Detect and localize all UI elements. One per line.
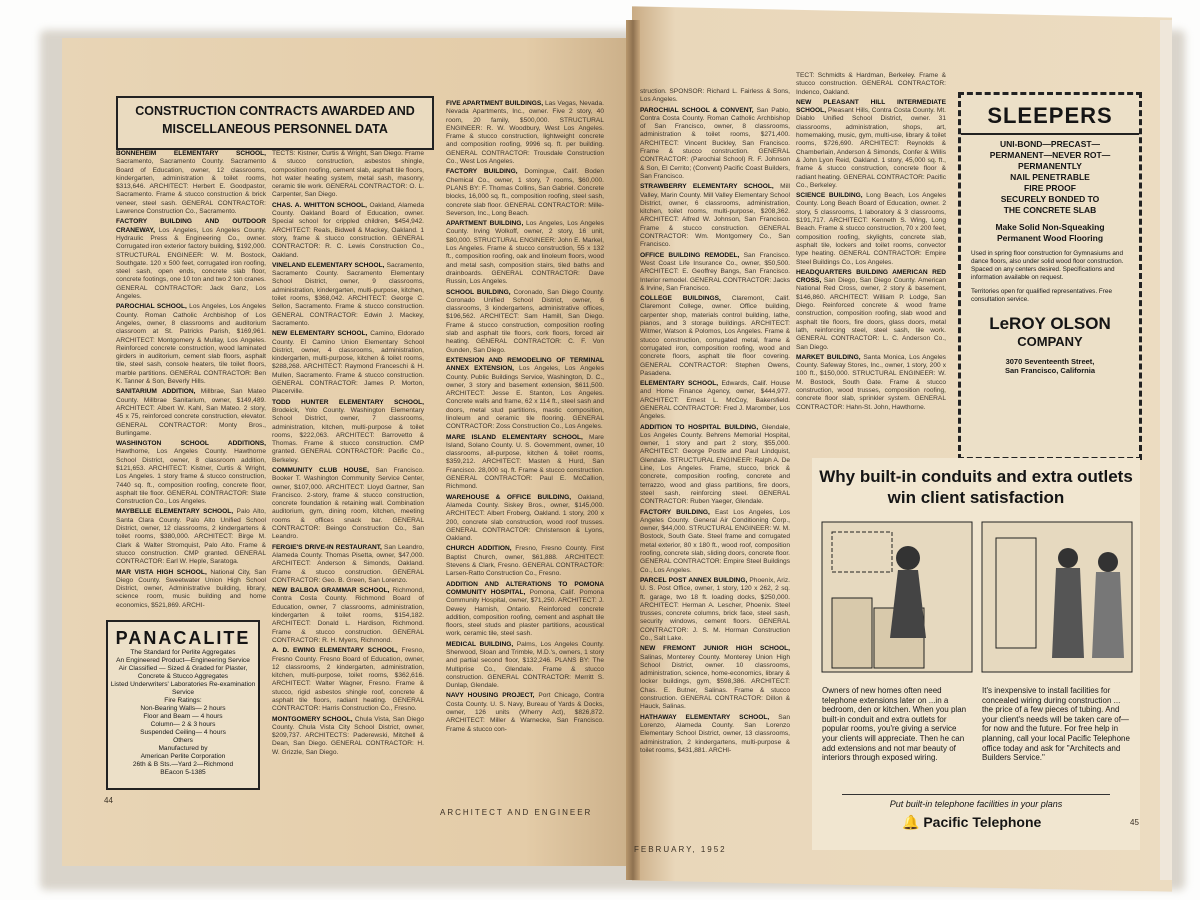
entry-body: Hawthorne, Los Angeles County. Hawthorne School District, owner, 8 classroom addition, $121,653. ARCHITECT: Kistner, Curtis & Wright, Los Angeles. 1 story frame & stucco construction, 7440 sq. ft., composition roofing, concrete floor, asphalt tile floor. GENERAL CONTRACTOR: Slate Construction Co., Los Angeles.: [116, 448, 266, 506]
panacalite-logo: PANACALITE: [115, 628, 251, 648]
contract-entry: [640, 577, 790, 643]
ad-line: FIRE PROOF: [1024, 183, 1076, 193]
entry-body: Port Chicago, Contra Costa County. U. S. Navy, Bureau of Yards & Docks, owner, 126 units (Wherry Act), $826,872. ARCHITECT: Miller & Warnecke, San Francisco. Frame & stucco con-: [446, 692, 604, 733]
entry-title: STRAWBERRY ELEMENTARY SCHOOL,: [640, 183, 774, 191]
contract-entry: [272, 202, 424, 260]
entry-body: Domingue, Calif. Boden Chemical Co., owner, 1 story, 7 rooms, $60,000. PLANS BY: F. Thomas Collins, San Gabriel. Concrete blocks, 16,000 sq. ft., composition roofing, steel sash, concrete slab floor. GENERAL CONTRACTOR: Mille-Severson, Inc., Long Beach.: [446, 168, 604, 217]
contract-entry: [640, 88, 790, 105]
ad-line: The Standard for Perlite Aggregates: [130, 649, 236, 656]
contract-entry: [640, 183, 790, 249]
contract-entry: [446, 434, 604, 492]
entry-body: San Diego, San Diego County. American National Red Cross, owner, 2 story & basement, $146,860. ARCHITECT: William P. Lodge, San Diego. Reinforced concrete & wood frame construction, composition roofing, slab wood and asphalt tile floors, fire doors, glass doors, metal lath, reinforcing steel, steel sash, tile work. GENERAL CONTRACTOR: L. C. Anderson Co., San Diego.: [796, 277, 946, 351]
entry-title: MEDICAL BUILDING,: [446, 640, 514, 648]
contract-entry: [446, 168, 604, 218]
contract-entry: [640, 380, 790, 421]
sleepers-address-1: 3070 Seventeenth Street,: [1005, 357, 1095, 366]
sleepers-ad: [958, 92, 1142, 460]
entry-body: Long Beach, Los Angeles County. Long Beach Board of Education, owner. 2 story, 5 classrooms, 1 laboratory & 3 classrooms, $191,717. ARCHITECT: Kenneth S. Wing, Long Beach. Frame & stucco construction, 70 x 200 feet, composition roofing, skylights, concrete slab, asphalt tile, lockers and toilet rooms, convector type heating. GENERAL CONTRACTOR: Empire Steel Buildings Co., Los Angeles.: [796, 192, 946, 266]
entry-title: NEW BALBOA GRAMMAR SCHOOL,: [272, 587, 390, 595]
entry-body: San Francisco. Booker T. Washington Community Service Center, owner, $107,000. ARCHITECT: Lloyd Gartner, San Francisco. 2-story, frame & stucco construction, concrete foundation & retaining wall. Combination auditorium, gym, dining room, kitchen, meeting rooms & offices snack bar. GENERAL CONTRACTOR: Beingo Construction Co., San Leandro.: [272, 466, 424, 541]
contract-entry: [640, 509, 790, 575]
entry-body: Sacramento, Sacramento County. Sacramento Elementary School District, owner, 9 classrooms, administration, kindergarten, multi-purpose, kitchen, toilet rooms, $368,042. ARCHITECT: George C. Sellon, Sacramento. Frame & stucco construction. GENERAL CONTRACTOR: Edwin J. Mackey, Sacramento.: [272, 261, 424, 327]
right-column-2: [796, 72, 946, 452]
entry-body: Pleasant Hills, Contra Costa County. Mt. Diablo Unified School District, owner. 31 classrooms, administration, shops, art, homemaking, music, gym, multi-use, library & toilet rooms, $726,690. ARCHITECT: Reynolds & Chamberlain, Anderson & Simonds, Confer & Willis & John Lyon Reid, Oakland. 1 story, 45,000 sq. ft., frame & stucco construction, concrete floor & radiant heating. GENERAL CONTRACTOR: Pacific Co., Berkeley.: [796, 107, 946, 189]
contract-entry: [446, 289, 604, 355]
entry-title: COLLEGE BUILDINGS,: [640, 295, 721, 303]
ad-line: PERMANENT—NEVER ROT—: [989, 150, 1111, 160]
ad-line: Others: [173, 737, 193, 744]
contract-entry: [272, 330, 424, 396]
ad-line: SECURELY BONDED TO: [1000, 194, 1100, 204]
entry-title: FACTORY BUILDING,: [446, 168, 518, 176]
left-column-1: [116, 150, 266, 615]
contract-entry: [272, 587, 424, 645]
entry-body: Los Angeles, Los Angeles County. Irving Wolkoff, owner, 2 story, 16 unit, $80,000. STRUCTURAL ENGINEER: John E. Markel, Los Angeles. Frame & stucco construction, 55 x 132 ft., composition roofing, oak and linoleum floors, wood and metal sash, composition stairs, tiled baths and drainboards. GENERAL CONTRACTOR: Dave Russin, Los Angeles.: [446, 220, 604, 286]
left-column-3: [446, 100, 604, 802]
entry-body: Las Vegas, Nevada. Nevada Apartments, Inc., owner. Five 2 story, 40 room, 20 family, $500,000. STRUCTURAL ENGINEER: R. W. Woodbury, West Los Angeles. Frame & stucco construction, lightweight concrete and composition roofing, 9996 sq. ft. per building. GENERAL CONTRACTOR: Trousdale Construction Co., West Los Angeles.: [446, 100, 604, 166]
ad-tagline: Put built-in telephone facilities in your plans: [842, 794, 1110, 809]
entry-title: FACTORY BUILDING AND OUTDOOR CRANEWAY,: [116, 218, 266, 234]
entry-body: San Pablo, Contra Costa County. Roman Catholic Archbishop of San Francisco, owner, 8 classrooms, administration & toilet rooms, $271,400. ARCHITECT: Vincent Buckley, San Francisco. Frame & stucco construction. GENERAL CONTRACTOR: (Parochial School) R. F. Johnson & Son, El Cerrito; (Convent) Pacific Coast Builders, San Francisco.: [640, 106, 790, 180]
contract-entry: [116, 303, 266, 386]
entry-title: ADDITION AND ALTERATIONS TO POMONA COMMUNITY HOSPITAL,: [446, 580, 604, 596]
entry-body: Pomona, Calif. Pomona Community Hospital, owner, $71,250. ARCHITECT: J. Dewey Harnish, Ontario. Reinforced concrete addition, composition roofing, cement and asphalt tile floors, steel studs and plaster partitions, acoustical work, ceramic tile, steel sash.: [446, 588, 604, 638]
left-page-number: 44: [104, 796, 113, 805]
entry-body: Claremont, Calif. Claremont College, owner. Office building, carpenter shop, materials control building, lathe, pianos, and 3 storage buildings. ARCHITECT: Witmer, Watson & Polomos, Los Angeles. Frame & stucco construction, corrugated metal, frame & corrugated iron, composition roofing, wood and concrete floors, asphalt tile floor covering. GENERAL CONTRACTOR: Stephen Owens, Pasadena.: [640, 295, 790, 377]
contract-entry: [446, 220, 604, 286]
ad-line: 26th & B Sts.—Yard 2—Richmond: [132, 761, 234, 768]
ad-text-right: It's inexpensive to install facilities for concealed wiring during construction ... the price of a few pieces of tubing. And your client's needs will be taken care of—for now and the future. For free help in planning, call your local Pacific Telephone office today and ask for "Architects and Builders Service.": [982, 686, 1130, 763]
entry-title: ELEMENTARY SCHOOL,: [640, 380, 719, 388]
entry-title: COMMUNITY CLUB HOUSE,: [272, 466, 369, 474]
entry-body: Fresno, Fresno County. Fresno Board of Education, owner, 12 classrooms, 2 kindergarten, administration, kitchen, multi-purpose, toilet rooms, $362,616. ARCHITECT: Walter Wagner, Fresno. Frame & stucco, rigid asbestos shingle roof, concrete & asphalt tile floors, radiant heating. GENERAL CONTRACTOR: Harris Construction Co., Fresno.: [272, 647, 424, 713]
contract-entry: [446, 692, 604, 733]
ad-text-left: Owners of new homes often need telephone extensions later on ...in a bedroom, den or kitchen. When you plan built-in conduit and extra outlets for popular rooms, you're giving a service your clients will appreciate. Then he can add extensions and not mar beauty of interiors through exposed wiring.: [822, 686, 967, 763]
entry-body: National City, San Diego County. Sweetwater Union High School District, owner, Administrative building, library, science room, music building and home economics, $521,869. ARCHI-: [116, 568, 266, 609]
pacific-telephone-label: Pacific Telephone: [923, 814, 1042, 830]
entry-body: Los Angeles, Los Angeles County. Roman Catholic Archbishop of Los Angeles, owner, 8 classrooms and auditorium classroom at St. Patricks Parish, $169,961. ARCHITECT: Montgomery & Mullay, Los Angeles. Reinforced concrete construction, wood laminated girders in auditorium, cement slab floors, asphalt tile, steel sash, console heaters, tile toilet floors, marble partitions. GENERAL CONTRACTOR: Ben K. Tanner & Son, Beverly Hills.: [116, 303, 266, 386]
entry-body: Palo Alto, Santa Clara County. Palo Alto Unified School District, owner, 12 classrooms, 2 kindergartens & toilet rooms, $380,000. ARCHITECT: Birge M. Clark & Walter Stromquist, Palo Alto. Frame & stucco construction. CMP granted. GENERAL CONTRACTOR: Earl W. Heple, Saratoga.: [116, 508, 266, 566]
entry-title: MONTGOMERY SCHOOL,: [272, 715, 353, 723]
contract-entry: [640, 295, 790, 378]
contract-entry: [116, 218, 266, 301]
entry-body: Sacramento, Sacramento County. Sacramento Board of Education, owner, 12 classrooms, kindergarten, administration & toilet rooms, $313,646. ARCHITECT: Herbert E. Goodpastor, Sacramento. Frame & stucco construction & brick veneer, steel sash. GENERAL CONTRACTOR: Lawrence Construction Co., Sacramento.: [116, 158, 266, 216]
entry-title: PAROCHIAL SCHOOL & CONVENT,: [640, 106, 754, 114]
contract-entry: [796, 99, 946, 190]
contract-entry: [272, 467, 424, 542]
entry-title: FIVE APARTMENT BUILDINGS,: [446, 100, 544, 107]
entry-title: NEW FREMONT JUNIOR HIGH SCHOOL,: [640, 645, 790, 653]
entry-title: ADDITION TO HOSPITAL BUILDING,: [640, 423, 759, 431]
contract-entry: [446, 100, 604, 166]
ad-line: Listed Underwriters' Laboratories Re-examination Service: [110, 681, 256, 696]
contract-entry: [272, 647, 424, 713]
entry-body: Los Angeles, Los Angeles County. Public Buildings Service, Washington, D. C., owner, 3 story and basement extension, $611,500. ARCHITECT: Jesse E. Stanton, Los Angeles. Concrete walls and frame, 62 x 114 ft., steel sash and doors, metal stud partitions, mastic composition, linoleum and ceramic tile flooring. GENERAL CONTRACTOR: Zoss Construction Co., Los Angeles.: [446, 365, 604, 431]
contract-entry: [116, 150, 266, 216]
entry-title: TODD HUNTER ELEMENTARY SCHOOL,: [272, 398, 424, 406]
spine-fold: [626, 20, 640, 880]
contract-entry: [640, 645, 790, 711]
entry-title: SCIENCE BUILDING,: [796, 192, 863, 200]
entry-body: TECTS: Kistner, Curtis & Wright, San Diego. Frame & stucco construction, asbestos shingle, composition roofing, cement slab, asphalt tile floors, hot water heating system, metal sash, masonry, ceramic tile work. GENERAL CONTRACTOR: O. L. Carpenter, San Diego.: [272, 150, 424, 199]
contract-entry: [796, 269, 946, 352]
entry-body: East Los Angeles, Los Angeles County. General Air Conditioning Corp., owner, $44,000. STRUCTURAL ENGINEER: W. M. Bostock, South Gate. Steel frame and corrugated metal exterior, 80 x 180 ft., wood roof, composition roofing, concrete slab, sliding doors, concrete floor. GENERAL CONTRACTOR: Empire Steel Buildings Co., Los Angeles.: [640, 508, 790, 574]
contract-entry: [446, 357, 604, 432]
entry-title: FACTORY BUILDING,: [640, 508, 710, 516]
entry-body: Mill Valley, Marin County. Mill Valley Elementary School District, owner, 6 classrooms, administration, kitchen, toilet rooms, multi-purpose, $208,362. ARCHITECT: Alfred W. Johnson, San Francisco. Frame & stucco construction. GENERAL CONTRACTOR: Wm. Montgomery Co., San Francisco.: [640, 183, 790, 249]
entry-title: BONNEHEIM ELEMENTARY SCHOOL,: [116, 150, 266, 157]
entry-title: NEW ELEMENTARY SCHOOL,: [272, 330, 368, 338]
entry-body: Mare Island, Solano County. U. S. Government, owner, 10 classrooms, all-purpose, kitchen & toilet rooms, $359,212. ARCHITECT: Masten & Hurd, San Francisco. 28,000 sq. ft. Frame & stucco construction. GENERAL CONTRACTOR: Paul E. McCallion, Richmond.: [446, 433, 604, 491]
ad-line: THE CONCRETE SLAB: [1003, 205, 1097, 215]
entry-body: Edwards, Calif. House and Home Finance Agency, owner, $444,977. ARCHITECT: Ernest L. McCoy, Bakersfield. GENERAL CONTRACTOR: Fred J. Maromber, Los Angeles.: [640, 380, 790, 421]
sleepers-title: SLEEPERS: [961, 103, 1139, 135]
entry-body: Chula Vista, San Diego County. Chula Vista City School District, owner, $209,737. ARCHITECTS: Paderewski, Mitchell & Dean, San Diego. GENERAL CONTRACTOR: H. W. Grizzle, San Diego.: [272, 715, 424, 756]
contract-entry: [796, 72, 946, 97]
sleepers-territories: Territories open for qualified representatives. Free consultation service.: [971, 288, 1113, 303]
contract-entry: [116, 508, 266, 566]
contract-entry: [640, 107, 790, 182]
entry-title: MARE ISLAND ELEMENTARY SCHOOL,: [446, 433, 583, 441]
entry-title: A. D. EWING ELEMENTARY SCHOOL,: [272, 647, 398, 655]
entry-title: MARKET BUILDING,: [796, 353, 861, 361]
ad-line: BEacon 5-1385: [160, 769, 206, 776]
entry-body: TECT: Schmidts & Hardman, Berkeley. Frame & stucco construction. GENERAL CONTRACTOR: Indenco, Oakland.: [796, 72, 946, 96]
entry-title: WASHINGTON SCHOOL ADDITIONS,: [116, 440, 266, 448]
entry-body: Camino, Eldorado County. El Camino Union Elementary School District, owner, 4 classrooms, administration, kindergarten, multi-purpose, kitchen & toilet rooms, $288,268. ARCHITECT: Raymond Franceschi & H. Mullen, Sacramento. Frame & stucco construction. GENERAL CONTRACTOR: James P. Morton, Placerville.: [272, 330, 424, 396]
panacalite-lines: [108, 649, 258, 777]
ad-line: American Perlite Corporation: [140, 753, 226, 760]
contract-entry: [446, 494, 604, 544]
sleepers-lines: [961, 139, 1139, 216]
ad-line: Floor and Beam — 4 hours: [143, 713, 223, 720]
entry-body: Oakland, Alameda County. Oakland Board of Education, owner. Special school for crippled children, $454,942. ARCHITECT: Reals, Bidwell & Mackey, Oakland. 1 story, frame & stucco construction. GENERAL CONTRACTOR: R. C. Lewis Construction Co., Oakland.: [272, 201, 424, 259]
entry-body: Millbrae, San Mateo County. Millbrae Sanitarium, owner, $149,489. ARCHITECT: Albert W. Kahl, San Mateo. 2 story, 45 x 75, reinforced concrete construction, elevator. GENERAL CONTRACTOR: Monty Bros., Burlingame.: [116, 388, 266, 437]
sleepers-company: LeROY OLSON: [989, 314, 1111, 333]
panacalite-ad: [106, 620, 260, 790]
bell-icon: 🔔: [902, 814, 920, 830]
right-column-1: [640, 88, 790, 840]
left-column-2: [272, 150, 424, 790]
ad-headline: Why built-in conduits and extra outlets win client satisfaction: [819, 467, 1133, 507]
ad-line: Air Classified — Sized & Graded for Plaster, Concrete & Stucco Aggregates: [118, 665, 248, 680]
right-page-number: 45: [1130, 818, 1139, 827]
contract-entry: [272, 262, 424, 328]
entry-body: San Leandro, Alameda County. Thomas Pisetta, owner, $47,000. ARCHITECT: Anderson & Simonds, Oakland. Frame & stucco construction. GENERAL CONTRACTOR: Geo. B. Green, San Lorenzo.: [272, 543, 424, 584]
sleepers-subtitle: [961, 222, 1139, 244]
ad-line: Manufactured by: [158, 745, 208, 752]
contract-entry: [640, 424, 790, 507]
contract-entry: [116, 388, 266, 438]
entry-title: NEW PLEASANT HILL INTERMEDIATE SCHOOL,: [796, 98, 946, 115]
contract-entry: [272, 399, 424, 465]
entry-title: FERGIE'S DRIVE-IN RESTAURANT,: [272, 543, 382, 551]
left-footer: ARCHITECT AND ENGINEER: [440, 808, 593, 817]
entry-body: Santa Monica, Los Angeles County. Safeway Stores, Inc., owner, 1 story, 200 x 100 ft., $150,000. STRUCTURAL ENGINEER: W. M. Bostock, South Gate. Frame & stucco construction, wood trusses, composition roofing, concrete floor slab, sprinkler system. GENERAL CONTRACTOR: Hahn-St. John, Hawthorne.: [796, 353, 946, 411]
ad-line: An Engineered Product—Engineering Service: [116, 657, 250, 664]
contract-entry: [446, 545, 604, 578]
contract-entry: [272, 544, 424, 585]
entry-body: Coronado, San Diego County. Coronado Unified School District, owner, 6 classrooms, 3 kindergartens, administrative offices, $196,562. ARCHITECT: Sam Hamill, San Diego. Frame & stucco construction, composition roofing slab and asphalt tile floors, cork floors, forced air heating. GENERAL CONTRACTOR: C. F. Von Gunden, San Diego.: [446, 288, 604, 354]
ad-line: Permanent Wood Flooring: [996, 233, 1104, 243]
entry-title: HEADQUARTERS BUILDING AMERICAN RED CROSS,: [796, 268, 946, 285]
entry-title: SANITARIUM ADDITION,: [116, 388, 196, 396]
kitchen-illustration: [818, 518, 1136, 678]
contract-entry: [116, 569, 266, 610]
entry-body: San Francisco. West Coast Life Insurance Co., owner, $50,500. ARCHITECT: E. Geoffrey Bangs, San Francisco. Interior remodel. GENERAL CONTRACTOR: Jacks & Irvine, San Francisco.: [640, 251, 790, 292]
contract-entry: [796, 354, 946, 412]
entry-body: Salinas, Monterey County. Monterey Union High School District, owner. 10 classrooms, administration, science, home-economics, library & locker buildings, gym, $598,386. ARCHITECT: Chas. E. Butner, Salinas. Frame & stucco construction. GENERAL CONTRACTOR: Dillon & Hauck, Salinas.: [640, 653, 790, 711]
cover-edge: [1160, 20, 1172, 880]
entry-body: Richmond, Contra Costa County. Richmond Board of Education, owner, 7 classrooms, administration, kindergarten & toilet rooms, $154,182. ARCHITECT: Donald L. Hardison, Richmond. Frame & stucco construction. GENERAL CONTRACTOR: R. H. Myers, Richmond.: [272, 587, 424, 644]
ad-line: Column— 2 & 3 hours: [150, 721, 216, 728]
contract-entry: [116, 440, 266, 506]
entry-body: Oakland, Alameda County. Siskey Bros., owner, $145,000. ARCHITECT: Albert Froberg, Oakland. 1 story, 200 x 200, concrete slab construction, wood roof trusses. GENERAL CONTRACTOR: Christenson & Lyons, Oakland.: [446, 493, 604, 543]
entry-body: Palms, Los Angeles County. Sherwood, Sloan and Trimble, M.D.'s, owners, 1 story and partial second floor, $132,246. PLANS BY: The Multiprise Co., Glendale. Frame & stucco construction. GENERAL CONTRACTOR: Merritt S. Dunlap, Glendale.: [446, 640, 604, 690]
ad-line: NAIL PENETRABLE: [1010, 172, 1090, 182]
entry-body: Brodeick, Yolo County. Washington Elementary School District, owner, 7 classrooms, administration, kitchen, multi-purpose & toilet rooms, $222,063. ARCHITECT: Barrovetto & Thomas. Frame & stucco construction. CMP granted. GENERAL CONTRACTOR: Pacific Co., Berkeley.: [272, 406, 424, 464]
sleepers-address-2: San Francisco, California: [1004, 366, 1096, 375]
entry-title: MAR VISTA HIGH SCHOOL,: [116, 568, 207, 576]
pacific-telephone-logo: [902, 814, 1041, 831]
contract-entry: [640, 252, 790, 293]
contract-entry: [446, 581, 604, 639]
contract-entry: [446, 641, 604, 691]
entry-title: OFFICE BUILDING REMODEL,: [640, 251, 740, 259]
entry-body: Phoenix, Ariz. U. S. Post Office, owner, 1 story, 120 x 262, 2 sq. ft. garage, two 18 ft. loading docks, $250,000. ARCHITECT: Herman A. Lescher, Phoenix. Steel trusses, concrete columns, brick face, steel sash, security windows, cement floors. GENERAL CONTRACTOR: J. S. M. Horman Construction Co., Salt Lake.: [640, 576, 790, 642]
entry-title: NAVY HOUSING PROJECT,: [446, 692, 535, 700]
page-heading: CONSTRUCTION CONTRACTS AWARDED AND MISCELLANEOUS PERSONNEL DATA: [116, 96, 434, 150]
entry-body: Glendale, Los Angeles County. Behrens Memorial Hospital, owner, 1 story and part 2 story, $55,000. ARCHITECT: George Postle and Paul Lindquist, Glendale. STRUCTURAL ENGINEER: Ralph A. De Line, Los Angeles. Frame, stucco, brick & concrete, composition roofing, concrete and terrazzo, wood and glass partitions, fire doors, steel sash, reinforcing steel. GENERAL CONTRACTOR: Ruben Yaeger, Glendale.: [640, 423, 790, 506]
entry-body: San Lorenzo, Alameda County. San Lorenzo Elementary School District, owner, 13 classrooms, administration, 2 kindergartens, multi-purpose & toilet rooms, $431,881. ARCHI-: [640, 713, 790, 754]
contract-entry: [272, 716, 424, 757]
contract-entry: [796, 192, 946, 267]
pacific-telephone-ad: [812, 458, 1140, 850]
entry-title: EXTENSION AND REMODELING OF TERMINAL ANNEX EXTENSION,: [446, 356, 604, 373]
entry-title: SCHOOL BUILDING,: [446, 288, 511, 296]
ad-line: Non-Bearing Walls— 2 hours: [140, 705, 226, 712]
entry-title: PAROCHIAL SCHOOL,: [116, 303, 187, 311]
entry-title: MAYBELLE ELEMENTARY SCHOOL,: [116, 508, 234, 516]
entry-title: HATHAWAY ELEMENTARY SCHOOL,: [640, 713, 770, 721]
entry-title: VINELAND ELEMENTARY SCHOOL,: [272, 261, 385, 269]
entry-body: struction. SPONSOR: Richard L. Fairless & Sons, Los Angeles.: [640, 88, 790, 104]
right-footer: FEBRUARY, 1952: [634, 845, 727, 854]
ad-line: Suspended Ceiling— 4 hours: [140, 729, 226, 736]
entry-body: Los Angeles, Los Angeles County. Hydraulic Press & Engineering Co., owner. Corrugated iron exterior factory building, $192,000. STRUCTURAL ENGINEER: W. M. Bostock, Southgate. 120 x 500 feet, corrugated iron roofing, steel sash, open ends, concrete slab floor, concrete footings, one 10 ton and two 2 ton cranes. GENERAL CONTRACTOR: Jack Ganz, Los Angeles.: [116, 226, 266, 301]
ad-line: PERMANENTLY: [1018, 161, 1082, 171]
entry-title: APARTMENT BUILDING,: [446, 220, 524, 228]
contract-entry: [272, 150, 424, 200]
entry-title: CHURCH ADDITION,: [446, 545, 512, 553]
ad-line: Make Solid Non-Squeaking: [995, 222, 1105, 232]
ad-line: UNI-BOND—PRECAST—: [999, 139, 1101, 149]
sleepers-description: Used in spring floor construction for Gymnasiums and dance floors, also under solid wood floor construction. Spaced on any centers desired. Specifications and information available on request.: [971, 250, 1124, 281]
entry-body: Fresno, Fresno County. First Baptist Church, owner, $61,888. ARCHITECT: Stevens & Clark, Fresno. GENERAL CONTRACTOR: Larsen-Ratto Construction Co., Fresno.: [446, 545, 604, 578]
contract-entry: [640, 714, 790, 755]
sleepers-company-2: COMPANY: [1017, 334, 1083, 349]
ad-line: Fire Ratings:: [164, 697, 202, 704]
entry-title: CHAS. A. WHITTON SCHOOL,: [272, 201, 367, 209]
entry-title: WAREHOUSE & OFFICE BUILDING,: [446, 493, 572, 501]
entry-title: PARCEL POST ANNEX BUILDING,: [640, 576, 748, 584]
